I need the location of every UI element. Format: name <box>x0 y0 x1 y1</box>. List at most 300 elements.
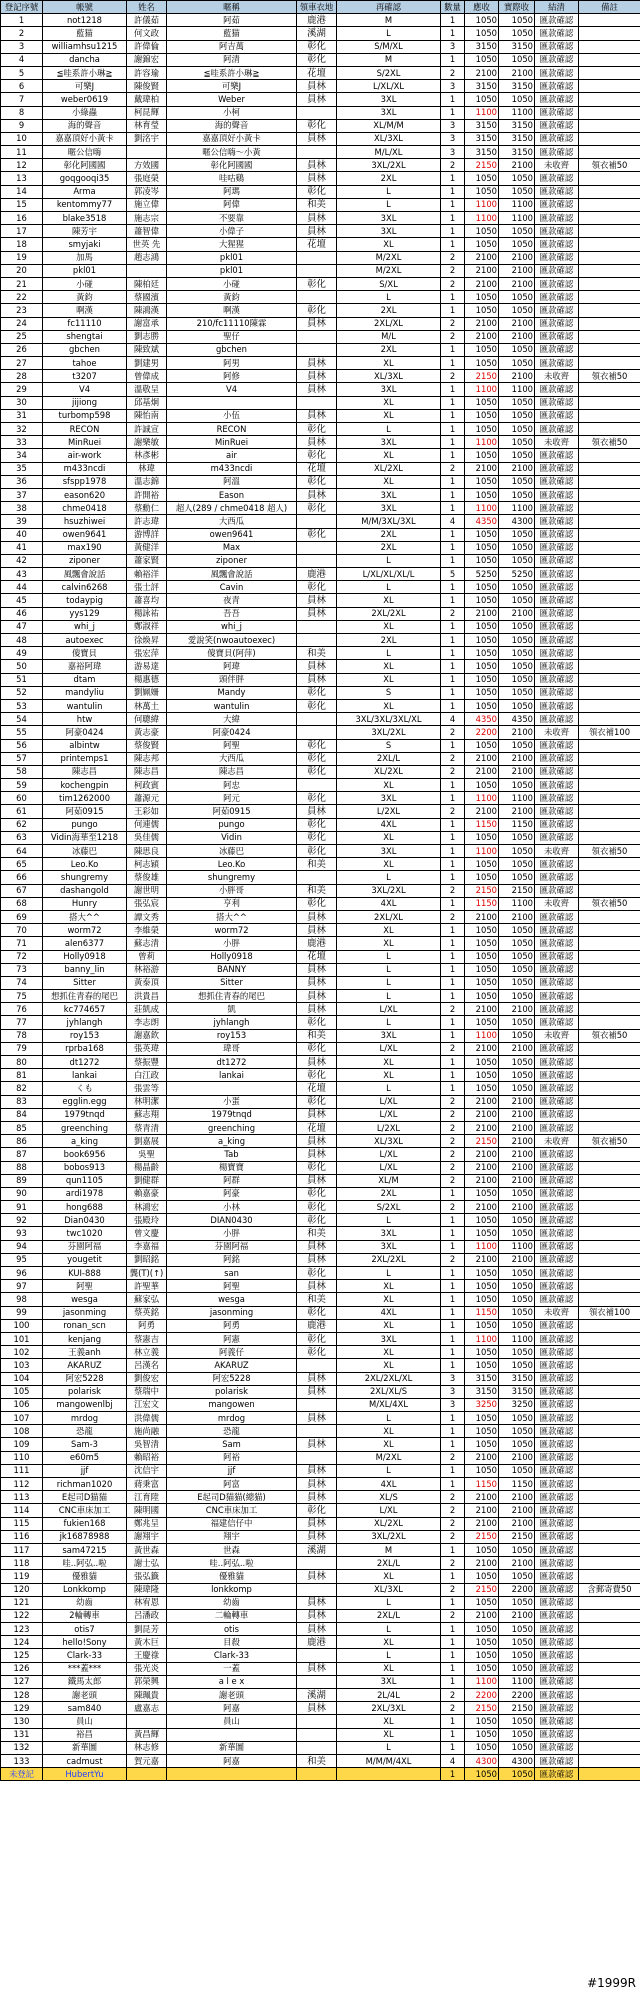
account-cell: book6956 <box>43 1148 127 1161</box>
table-row <box>1 488 640 501</box>
nickname-cell: 阿憲 <box>167 1332 297 1345</box>
note-cell <box>579 172 640 185</box>
nickname-cell: 阿豪0424 <box>167 726 297 739</box>
nickname-cell: 小伍 <box>167 409 297 422</box>
due-cell: 1050 <box>465 1293 499 1306</box>
column-header: 應收 <box>465 1 499 14</box>
received-cell: 1050 <box>499 1464 535 1477</box>
received-cell: 1150 <box>499 818 535 831</box>
name-cell: 賴昭裕 <box>127 1451 167 1464</box>
table-row <box>1 1293 640 1306</box>
received-cell: 1150 <box>499 1478 535 1491</box>
due-cell: 1050 <box>465 1649 499 1662</box>
table-row <box>1 14 640 27</box>
status-cell: 匯款確認 <box>535 53 579 66</box>
account-cell: 想抓住青春的尾巴 <box>43 990 127 1003</box>
quantity-cell: 2 <box>441 884 465 897</box>
nickname-cell: 阿溫 <box>167 475 297 488</box>
account-cell: 2輪轉車 <box>43 1609 127 1622</box>
row-number: 84 <box>1 1108 43 1121</box>
nickname-cell: 阿男 <box>167 357 297 370</box>
nickname-cell: Clark-33 <box>167 1649 297 1662</box>
quantity-cell: 1 <box>441 1293 465 1306</box>
row-number: 78 <box>1 1029 43 1042</box>
row-number: 13 <box>1 172 43 185</box>
due-cell: 3150 <box>465 146 499 159</box>
account-cell: Clark-33 <box>43 1649 127 1662</box>
quantity-cell: 1 <box>441 1346 465 1359</box>
name-cell: 張光炎 <box>127 1662 167 1675</box>
status-cell: 未收齊 <box>535 1306 579 1319</box>
status-cell: 匯款確認 <box>535 1319 579 1332</box>
unregistered-row <box>1 1768 640 1781</box>
table-row <box>1 343 640 356</box>
account-cell: pungo <box>43 818 127 831</box>
pickup-location-cell <box>297 1359 337 1372</box>
quantity-cell: 1 <box>441 198 465 211</box>
received-cell: 1100 <box>499 1332 535 1345</box>
quantity-cell: 1 <box>441 858 465 871</box>
pickup-location-cell: 員林 <box>297 1530 337 1543</box>
pickup-location-cell: 和美 <box>297 1029 337 1042</box>
table-row <box>1 660 640 673</box>
size-cell: L <box>337 1016 441 1029</box>
account-cell: KUI-888 <box>43 1267 127 1280</box>
table-row <box>1 1689 640 1702</box>
quantity-cell: 1 <box>441 357 465 370</box>
received-cell: 1050 <box>499 581 535 594</box>
note-cell <box>579 66 640 79</box>
account-cell: sam840 <box>43 1702 127 1715</box>
account-cell: greenching <box>43 1121 127 1134</box>
row-number: 117 <box>1 1543 43 1556</box>
due-cell: 1150 <box>465 818 499 831</box>
size-cell: XL <box>337 1359 441 1372</box>
nickname-cell: 阿茹0915 <box>167 805 297 818</box>
quantity-cell: 1 <box>441 383 465 396</box>
size-cell: 4XL <box>337 1306 441 1319</box>
note-cell <box>579 568 640 581</box>
table-row <box>1 1754 640 1767</box>
due-cell: 1050 <box>465 528 499 541</box>
note-cell <box>579 1227 640 1240</box>
account-cell: mrdog <box>43 1412 127 1425</box>
due-cell: 2150 <box>465 1135 499 1148</box>
account-cell: Sam-3 <box>43 1438 127 1451</box>
name-cell: 賀元嘉 <box>127 1754 167 1767</box>
pickup-location-cell: 彰化 <box>297 449 337 462</box>
row-number: 89 <box>1 1174 43 1187</box>
received-cell: 1050 <box>499 225 535 238</box>
table-row <box>1 106 640 119</box>
table-body <box>1 14 640 1768</box>
due-cell: 2150 <box>465 1530 499 1543</box>
quantity-cell: 2 <box>441 910 465 923</box>
received-cell: 2100 <box>499 251 535 264</box>
due-cell: 1050 <box>465 1214 499 1227</box>
row-number: 81 <box>1 1069 43 1082</box>
received-cell: 1050 <box>499 357 535 370</box>
nickname-cell: otis <box>167 1623 297 1636</box>
pickup-location-cell: 員林 <box>297 488 337 501</box>
row-number: 121 <box>1 1596 43 1609</box>
account-cell: jjf <box>43 1464 127 1477</box>
status-cell: 匯款確認 <box>535 1491 579 1504</box>
pickup-location-cell <box>297 1557 337 1570</box>
note-cell <box>579 212 640 225</box>
account-cell: owen9641 <box>43 528 127 541</box>
row-number: 6 <box>1 80 43 93</box>
name-cell: 林鴻宏 <box>127 1201 167 1214</box>
note-cell <box>579 673 640 686</box>
quantity-cell: 1 <box>441 1240 465 1253</box>
due-cell: 1050 <box>465 858 499 871</box>
name-cell: 李志朗 <box>127 1016 167 1029</box>
name-cell: 蔡國濱 <box>127 291 167 304</box>
table-row <box>1 502 640 515</box>
account-cell: hsuzhiwei <box>43 515 127 528</box>
quantity-cell: 2 <box>441 1095 465 1108</box>
quantity-cell: 1 <box>441 502 465 515</box>
quantity-cell: 1 <box>441 963 465 976</box>
nickname-cell: 阿修 <box>167 370 297 383</box>
nickname-cell: 哇咕鷄 <box>167 172 297 185</box>
note-cell <box>579 40 640 53</box>
nickname-cell: polarisk <box>167 1385 297 1398</box>
name-cell: 趙志鴻 <box>127 251 167 264</box>
quantity-cell: 2 <box>441 1557 465 1570</box>
due-cell: 2200 <box>465 1689 499 1702</box>
row-number: 73 <box>1 963 43 976</box>
row-number: 18 <box>1 238 43 251</box>
row-number: 97 <box>1 1280 43 1293</box>
name-cell: 蔣秉富 <box>127 1478 167 1491</box>
status-cell: 匯款確認 <box>535 212 579 225</box>
status-cell: 匯款確認 <box>535 792 579 805</box>
received-cell: 3150 <box>499 132 535 145</box>
status-cell: 匯款確認 <box>535 1675 579 1688</box>
received-cell: 2100 <box>499 765 535 778</box>
table-row <box>1 752 640 765</box>
due-cell: 1050 <box>465 1623 499 1636</box>
received-cell: 2100 <box>499 1161 535 1174</box>
pickup-location-cell <box>297 1715 337 1728</box>
nickname-cell: 阿元 <box>167 792 297 805</box>
account-cell: 冰藤巴 <box>43 845 127 858</box>
table-row <box>1 93 640 106</box>
quantity-cell: 2 <box>441 1148 465 1161</box>
received-cell: 2150 <box>499 884 535 897</box>
size-cell: 2XL/L <box>337 752 441 765</box>
note-cell <box>579 238 640 251</box>
name-cell: 劉昆芳 <box>127 1623 167 1636</box>
pickup-location-cell <box>297 1728 337 1741</box>
account-cell: jyhlangh <box>43 1016 127 1029</box>
note-cell <box>579 1491 640 1504</box>
quantity-cell: 3 <box>441 40 465 53</box>
status-cell: 匯款確認 <box>535 1570 579 1583</box>
name-cell: 鄭淑祥 <box>127 620 167 633</box>
status-cell: 匯款確認 <box>535 1003 579 1016</box>
status-cell: 匯款確認 <box>535 1451 579 1464</box>
account-cell: autoexec <box>43 634 127 647</box>
column-header: 帳號 <box>43 1 127 14</box>
name-cell: 施尚融 <box>127 1425 167 1438</box>
status-cell: 匯款確認 <box>535 462 579 475</box>
name-cell: 世英 先 <box>127 238 167 251</box>
received-cell: 2100 <box>499 277 535 290</box>
name-cell: 譚文秀 <box>127 910 167 923</box>
table-row <box>1 1596 640 1609</box>
received-cell: 1050 <box>499 1293 535 1306</box>
table-row <box>1 291 640 304</box>
due-cell: 1050 <box>465 673 499 686</box>
account-cell: qun1105 <box>43 1174 127 1187</box>
note-cell <box>579 990 640 1003</box>
size-cell: L <box>337 950 441 963</box>
status-cell: 匯款確認 <box>535 1478 579 1491</box>
row-number: 99 <box>1 1306 43 1319</box>
due-cell: 1050 <box>465 1570 499 1583</box>
nickname-cell: 阿瑋 <box>167 660 297 673</box>
quantity-cell: 5 <box>441 568 465 581</box>
row-number: 40 <box>1 528 43 541</box>
quantity-cell: 1 <box>441 845 465 858</box>
table-row <box>1 739 640 752</box>
nickname-cell: 阿富 <box>167 1478 297 1491</box>
status-cell: 匯款確認 <box>535 818 579 831</box>
account-cell: calvin6268 <box>43 581 127 594</box>
pickup-location-cell: 花壇 <box>297 238 337 251</box>
row-number: 32 <box>1 423 43 436</box>
due-cell: 3150 <box>465 1372 499 1385</box>
due-cell: 1050 <box>465 924 499 937</box>
size-cell: XL <box>337 1056 441 1069</box>
size-cell: M/M/M/4XL <box>337 1754 441 1767</box>
table-row <box>1 897 640 910</box>
due-cell: 1050 <box>465 831 499 844</box>
quantity-cell: 1 <box>441 1359 465 1372</box>
status-cell: 匯款確認 <box>535 40 579 53</box>
size-cell: L <box>337 291 441 304</box>
status-cell: 匯款確認 <box>535 1280 579 1293</box>
size-cell: L/XL <box>337 1161 441 1174</box>
account-cell: not1218 <box>43 14 127 27</box>
note-cell <box>579 1267 640 1280</box>
status-cell: 匯款確認 <box>535 93 579 106</box>
status-cell: 匯款確認 <box>535 14 579 27</box>
status-cell: 匯款確認 <box>535 607 579 620</box>
nickname-cell <box>167 1728 297 1741</box>
quantity-cell: 1 <box>441 1662 465 1675</box>
row-number: 63 <box>1 831 43 844</box>
unregistered-received: 1050 <box>499 1768 535 1781</box>
account-cell: kenjang <box>43 1332 127 1345</box>
received-cell: 1100 <box>499 502 535 515</box>
pickup-location-cell: 和美 <box>297 858 337 871</box>
received-cell: 2100 <box>499 1003 535 1016</box>
nickname-cell: 愛說笑(nwoautoexec) <box>167 634 297 647</box>
due-cell: 1100 <box>465 1675 499 1688</box>
nickname-cell: Sitter <box>167 976 297 989</box>
quantity-cell: 2 <box>441 1161 465 1174</box>
table-row <box>1 475 640 488</box>
row-number: 62 <box>1 818 43 831</box>
quantity-cell: 1 <box>441 831 465 844</box>
size-cell: 3XL <box>337 792 441 805</box>
received-cell: 1100 <box>499 106 535 119</box>
note-cell <box>579 1240 640 1253</box>
pickup-location-cell: 花壇 <box>297 1121 337 1134</box>
pickup-location-cell: 員林 <box>297 1478 337 1491</box>
table-row <box>1 1517 640 1530</box>
pickup-location-cell: 員林 <box>297 1108 337 1121</box>
received-cell: 1050 <box>499 858 535 871</box>
pickup-location-cell: 溪湖 <box>297 1689 337 1702</box>
nickname-cell: 陳志昌 <box>167 765 297 778</box>
size-cell: S <box>337 686 441 699</box>
size-cell: XL/S <box>337 1491 441 1504</box>
pickup-location-cell: 員林 <box>297 673 337 686</box>
table-row <box>1 1029 640 1042</box>
quantity-cell: 1 <box>441 1332 465 1345</box>
pickup-location-cell <box>297 1451 337 1464</box>
table-row <box>1 792 640 805</box>
table-row <box>1 383 640 396</box>
nickname-cell: 頭伴胖 <box>167 673 297 686</box>
status-cell: 匯款確認 <box>535 1385 579 1398</box>
note-cell <box>579 963 640 976</box>
account-cell: 鐵馬太郎 <box>43 1675 127 1688</box>
size-cell: M/2XL <box>337 264 441 277</box>
table-row <box>1 726 640 739</box>
name-cell: 鄭兆呈 <box>127 1517 167 1530</box>
row-number: 16 <box>1 212 43 225</box>
due-cell: 2100 <box>465 251 499 264</box>
nickname-cell: Tab <box>167 1148 297 1161</box>
account-cell: ≦哇系許小琳≧ <box>43 66 127 79</box>
name-cell <box>127 146 167 159</box>
due-cell: 1050 <box>465 1412 499 1425</box>
due-cell: 1150 <box>465 897 499 910</box>
received-cell: 2100 <box>499 607 535 620</box>
size-cell: 3XL <box>337 225 441 238</box>
quantity-cell: 1 <box>441 647 465 660</box>
table-row <box>1 1148 640 1161</box>
quantity-cell: 1 <box>441 304 465 317</box>
due-cell: 1050 <box>465 357 499 370</box>
pickup-location-cell: 彰化 <box>297 185 337 198</box>
received-cell: 2100 <box>499 1121 535 1134</box>
account-cell: 恐龍 <box>43 1425 127 1438</box>
table-row <box>1 1346 640 1359</box>
column-header: 登記序號 <box>1 1 43 14</box>
table-row <box>1 370 640 383</box>
note-cell <box>579 515 640 528</box>
size-cell: XL/2XL <box>337 1517 441 1530</box>
quantity-cell: 1 <box>441 14 465 27</box>
nickname-cell: whi_j <box>167 620 297 633</box>
status-cell: 匯款確認 <box>535 1148 579 1161</box>
quantity-cell: 1 <box>441 1412 465 1425</box>
nickname-cell: wesga <box>167 1293 297 1306</box>
quantity-cell: 1 <box>441 937 465 950</box>
name-cell: 柯昆輝 <box>127 106 167 119</box>
account-cell: 陳芳宇 <box>43 225 127 238</box>
name-cell: 劉建男 <box>127 357 167 370</box>
due-cell: 1050 <box>465 739 499 752</box>
nickname-cell: greenching <box>167 1121 297 1134</box>
name-cell: 龔(T)(↑) <box>127 1267 167 1280</box>
column-header: 姓名 <box>127 1 167 14</box>
quantity-cell: 1 <box>441 541 465 554</box>
received-cell: 1050 <box>499 528 535 541</box>
account-cell: 阿宏5228 <box>43 1372 127 1385</box>
received-cell: 2150 <box>499 1702 535 1715</box>
status-cell: 匯款確認 <box>535 1543 579 1556</box>
size-cell: L <box>337 976 441 989</box>
status-cell: 匯款確認 <box>535 1187 579 1200</box>
status-cell: 匯款確認 <box>535 449 579 462</box>
due-cell: 4350 <box>465 713 499 726</box>
status-cell: 匯款確認 <box>535 752 579 765</box>
name-cell: 陳致斌 <box>127 343 167 356</box>
due-cell: 2100 <box>465 1451 499 1464</box>
pickup-location-cell: 員林 <box>297 990 337 1003</box>
status-cell: 匯款確認 <box>535 1240 579 1253</box>
due-cell: 3150 <box>465 1385 499 1398</box>
row-number: 120 <box>1 1583 43 1596</box>
status-cell: 未收齊 <box>535 897 579 910</box>
status-cell: 匯款確認 <box>535 1082 579 1095</box>
note-cell <box>579 317 640 330</box>
size-cell: XL <box>337 1438 441 1451</box>
due-cell: 1050 <box>465 1741 499 1754</box>
pickup-location-cell <box>297 779 337 792</box>
status-cell: 匯款確認 <box>535 330 579 343</box>
size-cell: L <box>337 1596 441 1609</box>
account-cell: whi_j <box>43 620 127 633</box>
size-cell: 2XL/L <box>337 1557 441 1570</box>
note-cell <box>579 937 640 950</box>
due-cell: 2100 <box>465 317 499 330</box>
quantity-cell: 1 <box>441 924 465 937</box>
note-cell <box>579 1438 640 1451</box>
note-cell <box>579 1478 640 1491</box>
table-row <box>1 238 640 251</box>
due-cell: 1050 <box>465 634 499 647</box>
nickname-cell: wantulin <box>167 699 297 712</box>
size-cell: 2XL/XL <box>337 317 441 330</box>
status-cell: 匯款確認 <box>535 858 579 871</box>
nickname-cell: 夜青 <box>167 594 297 607</box>
note-cell <box>579 423 640 436</box>
status-cell: 匯款確認 <box>535 1253 579 1266</box>
quantity-cell: 1 <box>441 699 465 712</box>
row-number: 14 <box>1 185 43 198</box>
received-cell: 1050 <box>499 423 535 436</box>
table-row <box>1 818 640 831</box>
table-row <box>1 1121 640 1134</box>
nickname-cell: 阿清 <box>167 53 297 66</box>
received-cell: 1050 <box>499 27 535 40</box>
name-cell: 郭凌岑 <box>127 185 167 198</box>
row-number: 83 <box>1 1095 43 1108</box>
table-row <box>1 1662 640 1675</box>
due-cell: 1050 <box>465 343 499 356</box>
row-number: 25 <box>1 330 43 343</box>
due-cell: 2100 <box>465 607 499 620</box>
